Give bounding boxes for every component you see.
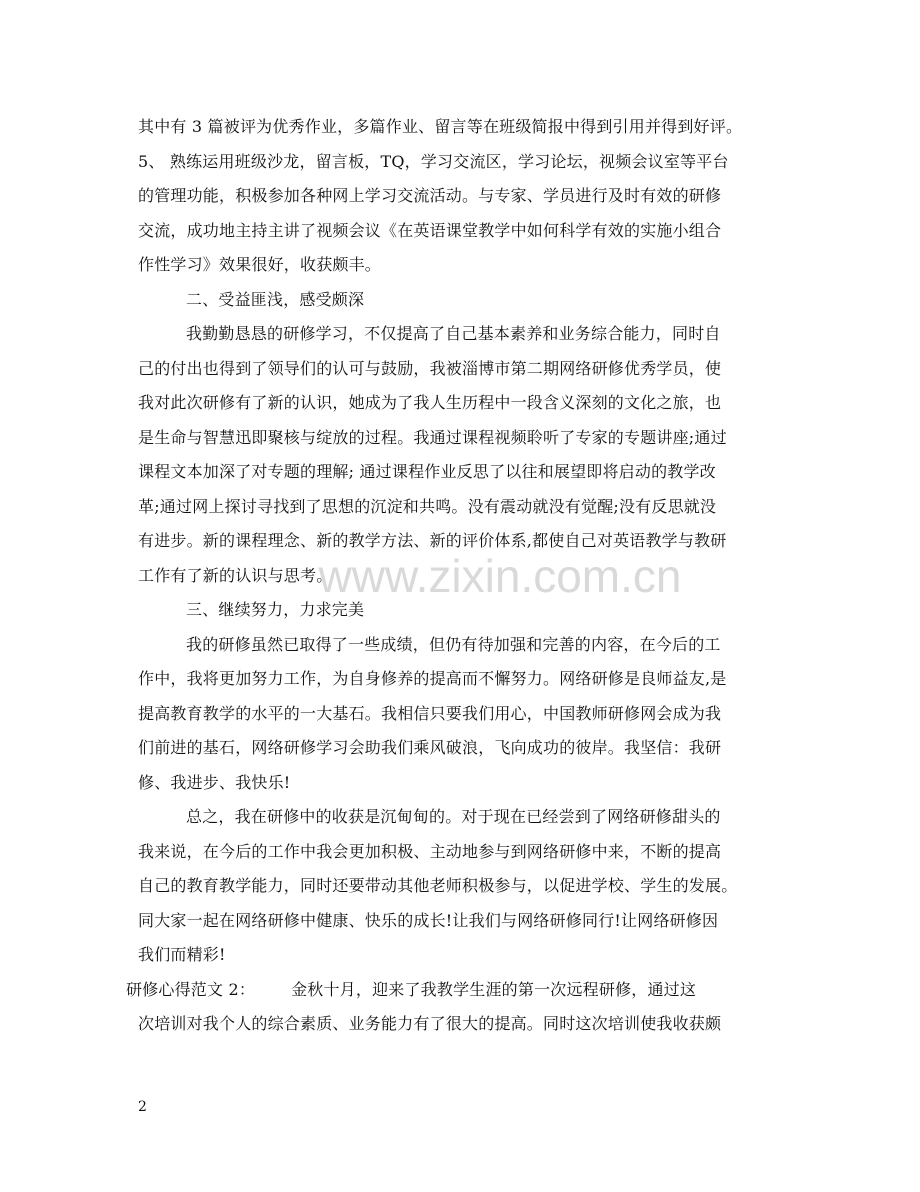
text-line: 三、继续努力，力求完美 — [186, 600, 365, 619]
text-line: 我们而精彩! — [138, 945, 226, 964]
text-line: 交流，成功地主持主讲了视频会议《在英语课堂教学中如何科学有效的实施小组合 — [138, 220, 722, 240]
text-line: 革;通过网上探讨寻找到了思想的沉淀和共鸣。没有震动就没有觉醒;没有反思就没 — [138, 496, 717, 516]
text-line: 我勤勤恳恳的研修学习，不仅提高了自己基本素养和业务综合能力，同时自 — [186, 324, 721, 343]
text-line: 作性学习》效果很好，收获颇丰。 — [138, 255, 382, 274]
section2-heading: 研修心得范文 2： — [126, 979, 256, 999]
section2-line — [126, 973, 788, 1008]
text-line: 修、我进步、我快乐! — [138, 772, 291, 792]
watermark-text: www.zixin.com.cn — [318, 550, 682, 602]
text-line: 同大家一起在网络研修中健康、快乐的成长!让我们与网络研修同行!让网络研修因 — [138, 910, 719, 930]
text-line: 的管理功能，积极参加各种网上学习交流活动。与专家、学员进行及时有效的研修 — [138, 186, 722, 205]
text-line: 们前进的基石，网络研修学习会助我们乘风破浪，飞向成功的彼岸。我坚信：我研 — [138, 738, 722, 757]
page-number: 2 — [138, 1099, 147, 1115]
text-line: 我来说，在今后的工作中我会更加积极、主动地参与到网络研修中来，不断的提高 — [138, 841, 722, 861]
text-line: 工作有了新的认识与思考。 — [138, 565, 333, 585]
section2-second-line: 次培训对我个人的综合素质、业务能力有了很大的提高。同时这次培训使我收获颇 — [138, 1014, 722, 1033]
document-body — [126, 110, 788, 1042]
text-line: 二、受益匪浅，感受颇深 — [186, 289, 365, 309]
text-line: 5、 熟练运用班级沙龙，留言板，TQ，学习交流区，学习论坛，视频会议室等平台 — [138, 151, 729, 171]
text-line: 有进步。新的课程理念、新的教学方法、新的评价体系,都使自己对英语教学与教研 — [138, 531, 727, 550]
text-line: 我的研修虽然已取得了一些成绩，但仍有待加强和完善的内容，在今后的工 — [186, 634, 721, 654]
text-line: 提高教育教学的水平的一大基石。我相信只要我们用心，中国教师研修网会成为我 — [138, 703, 722, 723]
text-line: 自己的教育教学能力，同时还要带动其他老师积极参与，以促进学校、学生的发展。 — [138, 876, 738, 895]
text-line: 其中有 3 篇被评为优秀作业，多篇作业、留言等在班级简报中得到引用并得到好评。 — [138, 117, 743, 136]
section2-first-line: 金秋十月，迎来了我教学生涯的第一次远程研修，通过这 — [291, 979, 697, 999]
text-line: 是生命与智慧迅即聚核与绽放的过程。我通过课程视频聆听了专家的专题讲座;通过 — [138, 427, 727, 447]
text-line: 总之，我在研修中的收获是沉甸甸的。对于现在已经尝到了网络研修甜头的 — [186, 807, 721, 826]
text-line: 我对此次研修有了新的认识，她成为了我人生历程中一段含义深刻的文化之旅，也 — [138, 393, 722, 412]
text-line: 己的付出也得到了领导们的认可与鼓励，我被淄博市第二期网络研修优秀学员，使 — [138, 358, 722, 378]
text-line: 作中，我将更加努力工作，为自身修养的提高而不懈努力。网络研修是良师益友,是 — [138, 669, 727, 688]
text-line: 课程文本加深了对专题的理解; 通过课程作业反思了以往和展望即将启动的教学改 — [138, 462, 716, 481]
